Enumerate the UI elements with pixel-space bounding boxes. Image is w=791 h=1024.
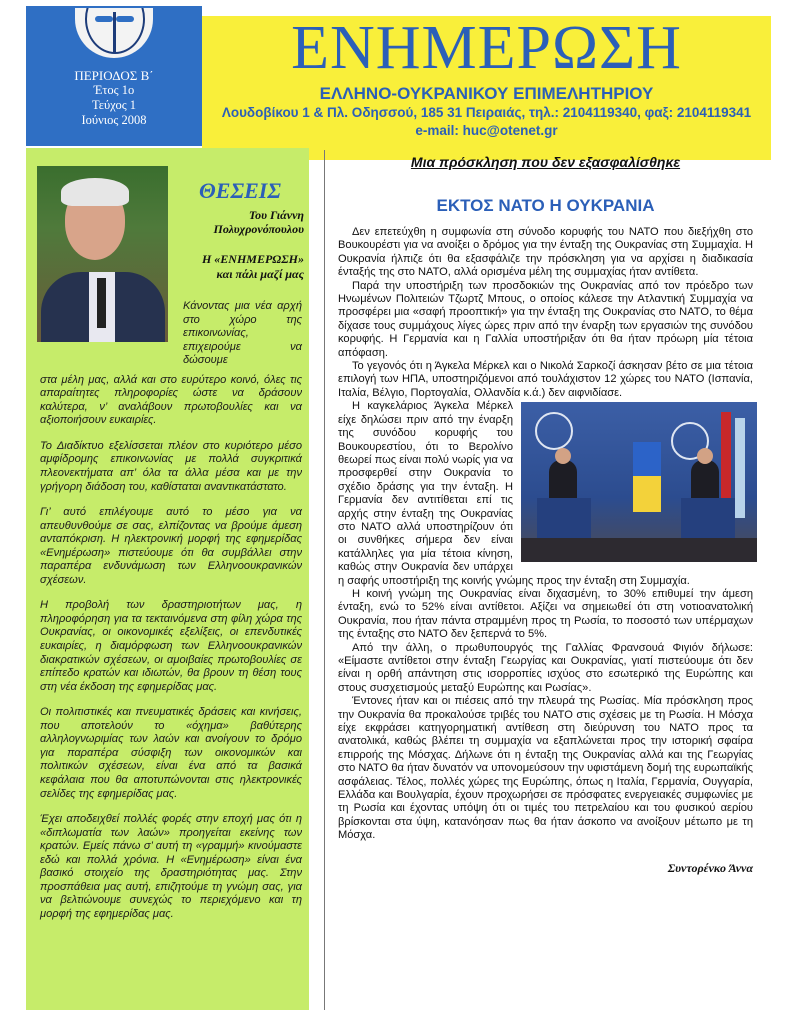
column-paragraph: Έχει αποδειχθεί πολλές φορές στην εποχή μας ότι η «διπλωματία των λαών» προηγείται εκείνης των κρατών. Εμείς πάνω σ’ αυτή τη «γραμμή» κινούμαστε εδώ και πολλά χρόνια. Η «Ενημέρωση» είναι ένα βασικό στοιχείο της δραστηριότητας μας. Στην προσπάθεια μας αυτή, επιζητούμε τη γνώμη σας, για να βελτιώνουμε συνεχώς το περιεχόμενο και τη μορφή της εφημερίδας μας. bbox=[40, 813, 302, 920]
column-divider bbox=[324, 150, 325, 1010]
column-paragraph: Κάνοντας μια νέα αρχή στο χώρο της επικοινωνίας, επιχειρούμε να δώσουμε bbox=[183, 300, 302, 367]
column-tagline: Η «ΕΝΗΜΕΡΩΣΗ» και πάλι μαζί μας bbox=[201, 252, 304, 281]
column-paragraph: Το Διαδίκτυο εξελίσσεται πλέον στο κυριότερο μέσο αμφίδρομης επικοινωνίας με πολλά συγκριτικά πλεονεκτήματα απ’ όλα τα άλλα μέσα και με την γρήγορη διάδοση του, καθίσταται αναντικατάστατο. bbox=[40, 439, 302, 493]
column-paragraph: στα μέλη μας, αλλά και στο ευρύτερο κοινό, όλες τις απαραίτητες πληροφορίες ώστε να δράσουν καλύτερα, ν’ αναλάβουν πρωτοβουλίες και να αξιοποιήσουν ευκαιρίες. bbox=[40, 373, 302, 427]
column-paragraph: Οι πολιτιστικές και πνευματικές δράσεις και κινήσεις, που αποτελούν το «όχημα» βαθύτερης αλληλογνωριμίας των λαών και ανοίγουν το δρόμο για παραπέρα σύσφιξη των οικονομικών και πολιτικών σχέσεων, είναι ένα από τα βασικά κεφάλαια που θα αποτυπώνονται στις ηλεκτρονικές σελίδες της εφημερίδας μας. bbox=[40, 706, 302, 800]
column-paragraph: Γι’ αυτό επιλέγουμε αυτό το μέσο για να απευθυνθούμε σε σας, ελπίζοντας να βρούμε άμεση ανταπόκριση. Η ηλεκτρονική μορφή της εφημερίδας «Ενημέρωση» πιστεύουμε ότι θα συμβάλλει στην παραπέρα ενδυνάμωση των Ελληνοουκρανικών σχέσεων. bbox=[40, 506, 302, 586]
article-kicker: Μια πρόσκληση που δεν εξασφαλίσθηκε bbox=[410, 154, 681, 170]
nato-summit-photo bbox=[521, 402, 757, 562]
column-paragraph: Η προβολή των δραστηριοτήτων μας, η πληροφόρηση για τα τεκταινόμενα στη φίλη χώρα της Ουκρανίας, οι οικονομικές εξελίξεις, οι επενδυτικές ευκαιρίες, η διαμόρφωση των Ελληνοουκρανικών διακρατικών σχέσεων, οι αμοιβαίες πρωτοβουλίες σε επίπεδο κρατών και ιδιωτών, θα βρουν τη θέση τους στη νέα έκδοση της εφημερίδας μας. bbox=[40, 599, 302, 693]
date-label: Ιούνιος 2008 bbox=[81, 113, 147, 127]
column-title: ΘΕΣΕΙΣ bbox=[199, 178, 281, 203]
issue-label: Τεύχος 1 bbox=[91, 98, 137, 112]
year-label: Έτος 1ο bbox=[93, 83, 135, 97]
period-label: ΠΕΡΙΟΔΟΣ Β΄ bbox=[74, 68, 154, 83]
article-paragraph: Παρά την υποστήριξη των προσδοκιών της Ουκρανίας από τον πρόεδρο των Ηνωμένων Πολιτειών Τζωρτζ Μπους, ο οποίος κάλεσε την Ατλαντική Συμμαχία να προσφέρει μια «σαφή προοπτική» για την ένταξη της Ουκρανίας στο ΝΑΤΟ, το θέμα δίχασε τους συμμάχους λίγες ώρες πριν από την έναρξη των εργασιών της συνόδου κορυφής. Η Γερμανία και η Γαλλία υποστήριξαν ότι θα ήταν πρόωρη μία τέτοια απόφαση. bbox=[338, 279, 753, 359]
editorial-column bbox=[26, 148, 309, 1010]
newsletter-subtitle: ΕΛΛΗΝΟ-ΟΥΚΡΑΝΙΚΟΥ ΕΠΙΜΕΛΗΤΗΡΙΟΥ bbox=[319, 84, 654, 103]
contact-email: e-mail: huc@otenet.gr bbox=[415, 123, 558, 138]
contact-address: Λουδοβίκου 1 & Πλ. Οδησσού, 185 31 Πειραιάς, τηλ.: 2104119340, φαξ: 2104119341 bbox=[221, 105, 752, 120]
column-body bbox=[40, 300, 302, 933]
article-body bbox=[338, 226, 753, 843]
article-paragraph: Από την άλλη, ο πρωθυπουργός της Γαλλίας Φρανσουά Φιγιόν δήλωσε: «Είμαστε αντίθετοι στην ένταξη Γεωργίας και Ουκρανίας, γιατί πιστεύουμε ότι δεν είναι η ορθή απάντηση στις ισορροπίες ισχύος στο εσωτερικό της Ευρώπης και στους συσχετισμούς μεταξύ Ευρώπης και Ρωσίας». bbox=[338, 641, 753, 694]
article-paragraph: Έντονες ήταν και οι πιέσεις από την πλευρά της Ρωσίας. Μία πρόσκληση προς την Ουκρανία θα προκαλούσε τριβές του ΝΑΤΟ στις σχέσεις με τη Ρωσία. Η Μόσχα είχε εκφράσει κατηγορηματική αντίθεση στη διεύρυνση του ΝΑΤΟ προς τα ανατολικά, καθώς βλέπει τη συμμαχία να εξαπλώνεται προς την ιστορική σφαίρα επιρροής της Μόσχας. Δήλωνε ότι η ένταξη της Ουκρανίας αλλά και της Γεωργίας στο ΝΑΤΟ θα ήταν δυνατόν να υπονομεύσουν την υφιστάμενη δομή της ευρωπαϊκής ασφάλειας. Τέλος, πολλές χώρες της Ευρώπης, όπως η Ιταλία, Γερμανία, Ουγγαρία, Ελλάδα και Βουλγαρία, έχουν προχωρήσει σε πρόσφατες ενεργειακές συμφωνίες με τη Ρωσία και έχοντας υπόψη ότι οι τιμές του πετρελαίου και του φυσικού αερίου βρίσκονται στα ύψη, κατανόησαν πως θα ήταν άσκοπο να ανοίξουν μέτωπο με τη Μόσχα. bbox=[338, 695, 753, 842]
article-paragraph: Η κοινή γνώμη της Ουκρανίας είναι διχασμένη, το 30% επιθυμεί την άμεση ένταξη, ενώ το 52% είναι αντίθετοι. Αξίζει να σημειωθεί ότι στη νοτιοανατολική Ουκρανία, που ήταν πάντα στραμμένη προς τη Ρωσία, το ποσοστό των υπέρμαχων της ένταξης στο ΝΑΤΟ δεν ξεπερνά το 5%. bbox=[338, 587, 753, 641]
chamber-logo bbox=[75, 8, 153, 58]
article bbox=[338, 150, 753, 876]
article-signature: Συντορένκο Άννα bbox=[667, 860, 753, 875]
article-paragraph: Το γεγονός ότι η Άγκελα Μέρκελ και ο Νικολά Σαρκοζί άσκησαν βέτο σε μια τέτοια επιλογή των ΗΠΑ, υποστηριζόμενοι από τουλάχιστον 12 χώρες του ΝΑΤΟ (Ισπανία, Ιταλία, Βέλγιο, Πορτογαλία, Ολλανδία κ.ά.) δεν αιφνιδίασε. bbox=[338, 360, 753, 399]
issue-info-box bbox=[26, 6, 202, 146]
article-paragraph: Δεν επετεύχθη η συμφωνία στη σύνοδο κορυφής του ΝΑΤΟ που διεξήχθη στο Βουκουρέστι για να ανοίξει ο δρόμος για την ένταξη της Ουκρανίας στη Συμμαχία. Η Ουκρανία ήλπιζε ότι θα εξασφάλιζε την πρόσκληση για να αρχίσει η διαδικασία ένταξής της στο ΝΑΤΟ, αλλά ορισμένα μέλη της συμμαχίας ήταν αντίθετα. bbox=[338, 226, 753, 279]
column-author: Του Γιάννη Πολυχρονόπουλου bbox=[213, 208, 304, 236]
article-headline: ΕΚΤΟΣ ΝΑΤΟ Η ΟΥΚΡΑΝΙΑ bbox=[436, 196, 655, 215]
newsletter-title: ΕΝΗΜΕΡΩΣΗ bbox=[291, 14, 682, 82]
masthead bbox=[202, 16, 771, 160]
article-paragraph: Η καγκελάριος Άγκελα Μέρκελ είχε δηλώσει πριν από την έναρξη της συνόδου κορυφής του Βουκουρεστίου, ότι το Βερολίνο θεωρεί πως είναι πολύ νωρίς για να προσφερθεί στην Ουκρανία το σχέδιο δράσης για την ένταξη. Η Γερμανία δεν αντιτίθεται επί τις αρχής στην ένταξη της Ουκρανίας στο ΝΑΤΟ αλλά υποστηρίζουν ότι οι συνθήκες σήμερα δεν είναι κατάλληλες για μία τέτοια κίνηση, καθώς στην Ουκρανία δεν υπάρχει η σαφής υποστήριξη της κοινής γνώμης προς την ένταξη στη Συμμαχία. bbox=[338, 400, 690, 587]
